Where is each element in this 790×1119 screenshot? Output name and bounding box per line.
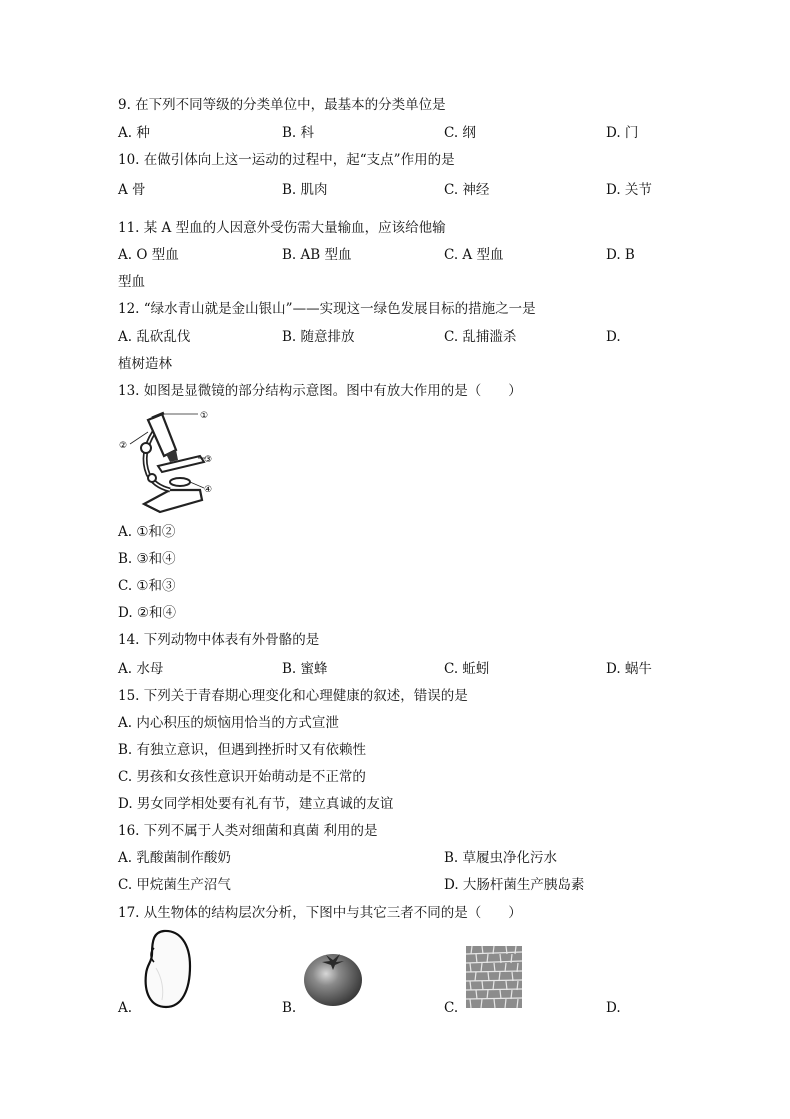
question-10-option-b[interactable]: B. 肌肉 (282, 182, 328, 198)
question-11-option-b[interactable]: B. AB 型血 (282, 247, 352, 263)
question-16-option-d[interactable]: D. 大肠杆菌生产胰岛素 (444, 877, 585, 893)
question-14-option-c[interactable]: C. 蚯蚓 (444, 661, 490, 677)
question-16-option-a[interactable]: A. 乳酸菌制作酸奶 (118, 850, 231, 866)
figure-label-4: ④ (204, 485, 213, 495)
question-10-option-a[interactable]: A 骨 (118, 182, 146, 198)
question-9-option-d[interactable]: D. 门 (606, 125, 639, 141)
tomato-image (302, 946, 364, 1008)
question-13-option-b[interactable]: B. ③和④ (118, 551, 176, 567)
question-13-option-d[interactable]: D. ②和④ (118, 605, 177, 621)
question-10-option-c[interactable]: C. 神经 (444, 182, 490, 198)
bean-seed-image (140, 928, 194, 1010)
question-11-option-c[interactable]: C. A 型血 (444, 247, 504, 263)
question-12-option-d-wrap: 植树造林 (118, 356, 172, 372)
question-17-option-d[interactable]: D. (606, 1000, 621, 1016)
question-16-stem: 16. 下列不属于人类对细菌和真菌 利用的是 (118, 823, 378, 839)
question-11-option-d[interactable]: D. B (606, 247, 635, 263)
question-13-stem: 13. 如图是显微镜的部分结构示意图。图中有放大作用的是（ ） (118, 383, 522, 399)
question-13-option-c[interactable]: C. ①和③ (118, 578, 176, 594)
question-15-option-a[interactable]: A. 内心积压的烦恼用恰当的方式宣泄 (118, 715, 339, 731)
question-16-option-b[interactable]: B. 草履虫净化污水 (444, 850, 558, 866)
question-12-option-c[interactable]: C. 乱捕滥杀 (444, 329, 517, 345)
question-12-option-a[interactable]: A. 乱砍乱伐 (118, 329, 191, 345)
question-10-option-d[interactable]: D. 关节 (606, 182, 652, 198)
question-14-option-a[interactable]: A. 水母 (118, 661, 164, 677)
question-14-option-b[interactable]: B. 蜜蜂 (282, 661, 328, 677)
question-17-option-a[interactable]: A. (118, 1000, 133, 1016)
question-17-stem: 17. 从生物体的结构层次分析，下图中与其它三者不同的是（ ） (118, 905, 522, 921)
question-12-option-d[interactable]: D. (606, 329, 621, 345)
question-12-option-b[interactable]: B. 随意排放 (282, 329, 355, 345)
question-11-stem: 11. 某 A 型血的人因意外受伤需大量输血，应该给他输 (118, 220, 446, 236)
question-9-option-a[interactable]: A. 种 (118, 125, 150, 141)
question-9-stem: 9. 在下列不同等级的分类单位中，最基本的分类单位是 (118, 97, 446, 113)
question-12-stem: 12. “绿水青山就是金山银山”——实现这一绿色发展目标的措施之一是 (118, 301, 536, 317)
question-15-option-b[interactable]: B. 有独立意识，但遇到挫折时又有依赖性 (118, 742, 367, 758)
question-15-option-d[interactable]: D. 男女同学相处要有礼有节，建立真诚的友谊 (118, 796, 394, 812)
question-17-option-c[interactable]: C. (444, 1000, 459, 1016)
question-9-option-c[interactable]: C. 纲 (444, 125, 476, 141)
question-14-option-d[interactable]: D. 蜗牛 (606, 661, 652, 677)
question-15-stem: 15. 下列关于青春期心理变化和心理健康的叙述，错误的是 (118, 688, 468, 704)
question-15-option-c[interactable]: C. 男孩和女孩性意识开始萌动是不正常的 (118, 769, 366, 785)
figure-label-2: ② (119, 441, 128, 451)
question-17-option-b[interactable]: B. (282, 1000, 297, 1016)
plant-cells-image (466, 946, 522, 1008)
question-14-stem: 14. 下列动物中体表有外骨骼的是 (118, 632, 320, 648)
figure-label-3: ③ (204, 455, 213, 465)
microscope-figure (118, 408, 218, 514)
question-13-option-a[interactable]: A. ①和② (118, 524, 176, 540)
question-9-option-b[interactable]: B. 科 (282, 125, 315, 141)
question-11-option-d-wrap: 型血 (118, 274, 145, 290)
question-11-option-a[interactable]: A. O 型血 (118, 247, 179, 263)
question-10-stem: 10. 在做引体向上这一运动的过程中，起“支点”作用的是 (118, 152, 455, 168)
question-16-option-c[interactable]: C. 甲烷菌生产沼气 (118, 877, 231, 893)
figure-label-1: ① (200, 411, 209, 421)
